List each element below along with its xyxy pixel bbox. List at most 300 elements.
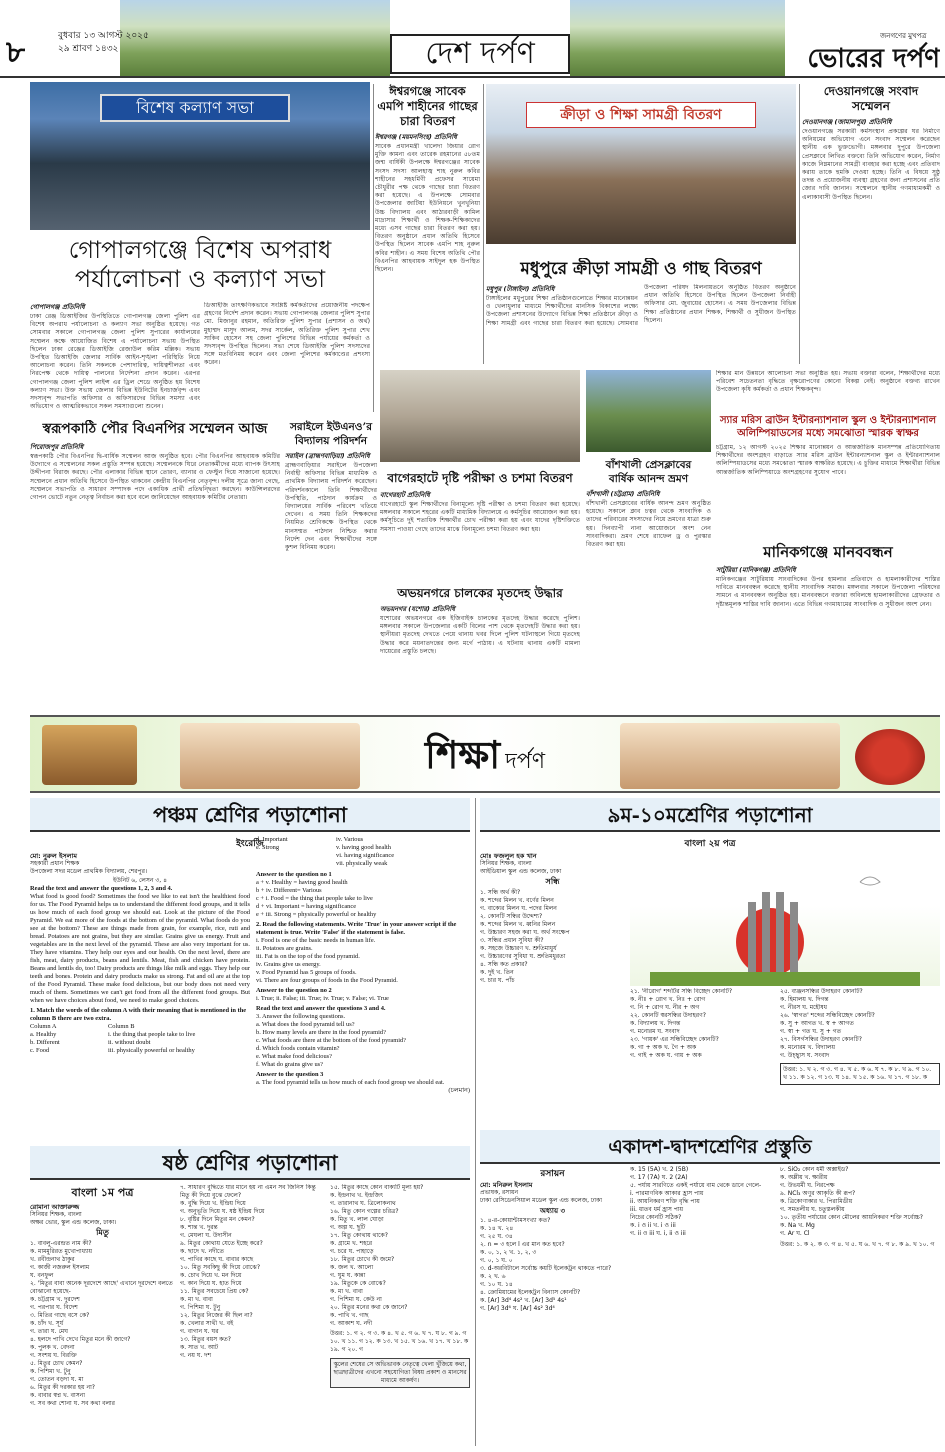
logo-tagline: জনগণের মুখপত্র [880, 32, 927, 40]
dewanganj-byline: দেওয়ানগঞ্জ (জামালপুর) প্রতিনিধি [802, 118, 892, 126]
class11-answers: উত্তর: ১. ক ২. ক ৩. গ ৪. খ ৫. ঘ ৬. খ ৭. গ ৮. ক ৯. খ ১০. গ [780, 1241, 935, 1248]
match-a-2: c. Food [30, 1047, 50, 1054]
students-graphic-left [180, 723, 360, 789]
mcq-line: ৬. মিতুর কী দরকার হয় না? [30, 1384, 95, 1391]
class5-ans1-item: a + v. Healthy = having good health [256, 879, 348, 886]
class11-col-1 [480, 1166, 625, 1446]
class11-subject: রসায়ন [540, 1169, 565, 1179]
mcq-line: ৪. হলদে পাখি দেখে মিতুর মনে কী জাগে? [30, 1336, 131, 1343]
swarupkathi-headline: স্বরূপকাঠি পৌর বিএনপির সম্মেলন আজ [42, 421, 268, 437]
class5-unit: ইউনিট ৬, লেসন ৩, ৪ [113, 877, 167, 884]
class11-header-box [480, 1130, 940, 1164]
mcq-line: ক. নীঃ + রোগ খ. নিঃ + রোগ [630, 996, 706, 1003]
class9-subject: বাংলা ২য় পত্র [684, 839, 736, 849]
chattogram-headline-line-2: অলিম্পিয়াডসের মধ্যে সমঝোতা স্মারক স্বাক্ষর [737, 428, 919, 439]
mcq-line: গ. বাগান ঘ. ঘর [180, 1328, 219, 1335]
mcq-line: নিচের কোনটি সঠিক? [630, 1214, 682, 1221]
sarail-headline-line-1: সরাইলে ইউএনও’র [290, 421, 372, 433]
mcq-line: ক. মা খ. বাবা [330, 1288, 363, 1295]
sapling-continued-body: শিক্ষার মান উন্নয়নে আলোচনা সভা অনুষ্ঠিত হয়। সভায় বক্তারা বলেন, শিক্ষার্থীদের মধ্যে পরিবেশ সচেতনতা বৃদ্ধিতে বৃক্ষরোপণের কোনো বিকল্প নেই। অনুষ্ঠানে বক্তব্য রাখেন উপজেলা কৃষি কর্মকর্তা ও প্রধান শিক্ষকবৃন্দ। [716, 370, 940, 394]
banshkhali-photo [586, 370, 711, 452]
class5-header-box [30, 798, 470, 832]
chattogram-body: চট্টগ্রাম, ১২ আগস্ট ২০২৫ শিক্ষার মানোন্নয়ন ও আন্তর্জাতিক মানসম্পন্ন প্রতিযোগিতায় শিক্ষার্থীদের অংশগ্রহণ বাড়াতে স্যার মরিস ব্রাউন ইন্টারন্যাশনাল স্কুল ও ইন্টারন্যাশনাল অলিম্পিয়াডসের মধ্যে সমঝোতা স্মারক স্বাক্ষরিত হয়েছে। এ চুক্তির মাধ্যমে শিক্ষার্থীরা বিভিন্ন আন্তর্জাতিক অলিম্পিয়াডে অংশগ্রহণের সুযোগ পাবে। [716, 444, 940, 476]
mcq-line: ১৩. মিতুর বয়স কত? [180, 1336, 231, 1343]
class5-q3-item: e. What make food delicious? [256, 1053, 333, 1060]
column-rule [799, 84, 800, 364]
class6-teacher-title: সিনিয়র শিক্ষক, বাংলা [30, 1211, 82, 1218]
swarupkathi-byline: পিরোজপুর প্রতিনিধি [30, 443, 84, 451]
class9-topic: সন্ধি [545, 877, 560, 886]
gopalganj-photo [30, 82, 370, 230]
mcq-line: ক. সাত খ. আট [180, 1344, 219, 1351]
match-b-5: vi. having significance [336, 852, 395, 859]
mcq-line: ৫. মিতুর চোখ কেমন? [30, 1360, 83, 1367]
gopalganj-headline-line-2: পর্যালোচনা ও কল্যাণ সভা [74, 265, 326, 293]
mcq-line: গ. ০, ১ ঘ. ০ [480, 1257, 513, 1264]
education-banner [30, 715, 940, 793]
manikganj-body: মানিকগঞ্জের সাটুরিয়ায় সাংবাদিকের উপর হামলার প্রতিবাদে ও হামলাকারীদের শাস্তির দাবিতে মানববন্ধন করেছে স্থানীয় সাংবাদিক সমাজ। মঙ্গলবার সকালে উপজেলা পরিষদের সামনে এ মানববন্ধন অনুষ্ঠিত হয়। মানববন্ধনে বক্তারা অবিলম্বে হামলাকারীদের গ্রেফতার ও দৃষ্টান্তমূলক শাস্তির দাবি জানান। এতে বিভিন্ন গণমাধ্যমের সাংবাদিক ও সুধীজন অংশ নেন। [716, 576, 940, 608]
mcq-line: গ. মনোরম ঘ. সংবাদ [630, 1028, 680, 1035]
match-b-3: iv. Various [336, 836, 364, 843]
mcq-line: ক. গ্রামে খ. শহরে [330, 1240, 373, 1247]
class11-teacher-title: প্রভাষক, রসায়ন [480, 1189, 519, 1196]
class5-ans1-item: b + iv. Different= Various [256, 887, 322, 894]
class5-col-a-head: Column A [30, 1023, 57, 1030]
banshkhali-headline-line-2: বার্ষিক আনন্দ ভ্রমণ [608, 473, 689, 485]
mcq-line: গ. আকাশ ঘ. নদী [330, 1320, 373, 1327]
mcq-line: গ. মেঘলা ঘ. উদাসীন [180, 1232, 232, 1239]
mcq-line: গ. কাজী নজরুল ইসলাম [30, 1264, 90, 1271]
class5-q3-item: c. What foods are there at the bottom of the food pyramid? [256, 1037, 407, 1044]
mcq-line: ২৩. 'গায়ক' এর সন্ধিবিচ্ছেদ কোনটি? [630, 1036, 719, 1043]
mcq-line: ক. দুই খ. তিন [480, 969, 514, 976]
class5-match-rows-left [30, 1031, 250, 1055]
banshkhali-body: বাঁশখালী প্রেসক্লাবের বার্ষিক আনন্দ ভ্রমণ অনুষ্ঠিত হয়েছে। সকালে ক্লাব চত্বর থেকে সাংবাদিক ও তাদের পরিবারের সদস্যদের নিয়ে ভ্রমণের যাত্রা শুরু হয়। দিনব্যাপী নানা আয়োজনে অংশ নেন সাংবাদিকরা। ভ্রমণ শেষে র‍্যাফেল ড্র ও পুরস্কার বিতরণ করা হয়। [586, 500, 711, 549]
mcq-line: গ. বাক্যের মিলন ঘ. পদের মিলন [480, 905, 557, 912]
match-b-4: v. having good health [336, 844, 391, 851]
mcq-line: ক. ১৪ খ. ২৪ [480, 1225, 514, 1232]
sarail-headline-line-2: বিদ্যালয় পরিদর্শন [294, 435, 368, 447]
mcq-line: ১০. তৃতীয় পর্যায়ের কোন মৌলের আয়নিকরণ শক্তি সর্বোচ্চ? [780, 1214, 923, 1221]
bagerhat-body: বাগেরহাটে স্কুল শিক্ষার্থীদের বিনামূল্যে দৃষ্টি পরীক্ষা ও চশমা বিতরণ করা হয়েছে। মঙ্গলবার সকালে শহরের একটি মাধ্যমিক বিদ্যালয়ে এ কর্মসূচির আয়োজন করা হয়। কর্মসূচিতে দুই শতাধিক শিক্ষার্থীর চোখ পরীক্ষা করা হয় এবং যাদের দৃষ্টিশক্তিতে সমস্যা পাওয়া গেছে তাদের মাঝে বিনামূল্যে চশমা বিতরণ করা হয়। [380, 501, 580, 533]
class11-teacher-name: মো: মনিরুল ইসলাম [480, 1181, 533, 1189]
mcq-line: গ. উভধর্মী ঘ. নিরপেক্ষ [780, 1182, 835, 1189]
madhupur-body: টাঙ্গাইলের মধুপুরের শিক্ষা প্রতিষ্ঠানগুলোতে শিক্ষার মানোন্নয়ন ও খেলাধুলার মাধ্যমে শিক্ষার্থীদের মানসিক বিকাশের লক্ষ্যে উপজেলা প্রশাসনের উদ্যোগে বিভিন্ন শিক্ষা প্রতিষ্ঠানে ক্রীড়া ও শিক্ষা সামগ্রী এবং গাছের চারা বিতরণ করা হয়েছে। সোমবার উপজেলা পরিষদ মিলনায়তনে অনুষ্ঠিত বিতরণ অনুষ্ঠানে প্রধান অতিথি হিসেবে উপস্থিত ছিলেন উপজেলা নির্বাহী অফিসার মো. জুবায়ের হোসেন। এ সময় উপজেলার বিভিন্ন শিক্ষা প্রতিষ্ঠানের প্রধান শিক্ষক, শিক্ষার্থী ও সুধীজন উপস্থিত ছিলেন। [486, 284, 796, 327]
mcq-line: ৮. বৃষ্টির দিনে মিতুর মন কেমন? [180, 1216, 255, 1223]
class5-q2-title: 2. Read the following statements. Write 'True' in your answer script if the statement is true. Write 'False' if the statement is false. [256, 921, 457, 936]
mcq-line: ১১. মিতুর সবচেয়ে প্রিয় কে? [180, 1288, 249, 1295]
apple-graphic [855, 729, 925, 785]
mcq-line: ৩. সন্ধির প্রধান সুবিধা কী? [480, 937, 544, 944]
class5-subject: ইংরেজি [236, 839, 264, 849]
class9-teacher-name: মোঃ ফজলুল হক খান [480, 852, 537, 860]
gopalganj-body-right: ডিআইজি তাৎক্ষণিকভাবে সংশ্লিষ্ট কর্মকর্তাদের প্রয়োজনীয় পদক্ষেপ গ্রহণের নির্দেশ প্রদান করেন। সভায় গোপালগঞ্জ জেলার পুলিশ সুপার মো. মিজানুর রহমান, অতিরিক্ত পুলিশ সুপার (প্রশাসন ও অর্থ) মুহাম্মদ মাসুদ আলম, সদর সার্কেল, অতিরিক্ত পুলিশ সুপার শেখ সাকিব হোসেন সহ জেলা পুলিশের বিভিন্ন পর্যায়ের কর্মকর্তা ও সদস্যবৃন্দ উপস্থিত ছিলেন। সভা শেষে ডিআইজি পুলিশ সদস্যদের সঙ্গে মতবিনিময় করেন এবং জেলা পুলিশের কর্মকাণ্ডের প্রশংসা করেন। [204, 302, 370, 367]
shaheen-story [375, 84, 480, 414]
books-graphic [42, 725, 137, 785]
mcq-line: ৮. SiO₂ কোন ধর্মী অক্সাইড? [780, 1166, 849, 1173]
class6-col-3 [330, 1184, 470, 1446]
mcq-line: ১০. মিতু সবকিছু কী দিয়ে বোঝে? [180, 1264, 261, 1271]
mcq-line: ৭. সাধারণ বুদ্ধিতে যার মানে হয় না এমন সব জিনিস কিন্তু মিতু কী দিয়ে বুঝে ফেলে? [180, 1184, 316, 1199]
mcq-line: ২২. কোনটি স্বরসন্ধির উদাহরণ? [630, 1012, 706, 1019]
mcq-line: গ. কান দিয়ে ঘ. হাত দিয়ে [180, 1280, 242, 1287]
mcq-line: গ. তারা ঘ. মেঘ [30, 1328, 68, 1335]
mcq-line: ক. খেলার সাথী খ. বই [180, 1320, 234, 1327]
bagerhat-headline: বাগেরহাটে দৃষ্টি পরীক্ষা ও চশমা বিতরণ [387, 471, 573, 485]
class5-q2-item: vi. There are four groups of foods in the Food Pyramid. [256, 977, 398, 984]
mcq-line: ২৭. বিসর্গসন্ধির উদাহরণ কোনটি? [780, 1036, 862, 1043]
mcq-line: ক. ত্রিকোণাকার খ. পিরামিডীয় [780, 1198, 853, 1205]
manikganj-headline: মানিকগঞ্জে মানববন্ধন [763, 543, 893, 561]
shaheen-headline-line-1: ঈশ্বরগঞ্জে সাবেক [389, 84, 466, 98]
mcq-line: ক. পাখি খ. গাছ [330, 1312, 369, 1319]
date-line [58, 30, 149, 56]
class5-teacher-school: উপজেলা সদর মডেল প্রাথমিক বিদ্যালয়, শেরপুর। [30, 868, 148, 875]
class11-col-3 [780, 1166, 940, 1446]
madhupur-photo [486, 84, 796, 244]
mcq-line: গ. উচ্চারণের সুবিধা ঘ. শ্রুতিমধুরতা [480, 953, 566, 960]
mcq-line: ৩. d-অরবিটালে সর্বোচ্চ কয়টি ইলেকট্রন থাকতে পারে? [480, 1265, 612, 1272]
mcq-line: ক. শব্দের মিলন খ. ধ্বনির মিলন [480, 921, 556, 928]
match-a-1: b. Different [30, 1039, 60, 1046]
class5-ans3: a. The food pyramid tells us how much of each food group we should eat. [256, 1079, 445, 1086]
abhaynagar-byline: অভয়নগর (যশোর) প্রতিনিধি [380, 605, 455, 613]
mcq-line: ১৫. মিতুর কাছে কোন বাক্যটি মূল্য হয়? [330, 1184, 424, 1191]
date-bengali: ২৯ শ্রাবণ ১৪৩২ [58, 44, 119, 54]
mcq-line: ঘ. বনফুল [30, 1272, 54, 1279]
mcq-line: ২. 'মিতুর বাবা অনেক দূরদেশে আছে' এখানে দূরদেশে বলতে বোঝানো হয়েছে- [30, 1280, 173, 1295]
mcq-line: গ. পাখির কাছে ঘ. বাবার কাছে [180, 1256, 254, 1263]
newspaper-logo: ভোরের দর্পণ [807, 44, 940, 74]
mcq-line: গ. অনুভূতি দিয়ে ঘ. ষষ্ঠ ইন্দ্রিয় দিয়ে [180, 1208, 265, 1215]
mcq-line: ৪. ক্রোমিয়ামের ইলেকট্রন বিন্যাস কোনটি? [480, 1289, 581, 1296]
mcq-line: ৫. পর্যায় সারণিতে একই পর্যায়ে বাম থেকে ডানে গেলে- [630, 1182, 762, 1189]
mcq-line: ১. সন্ধি অর্থ কী? [480, 889, 521, 896]
mcq-line: গ. পরপার ঘ. বিদেশ [30, 1304, 78, 1311]
mcq-line: ক. বিদ্যালয় খ. দিগন্ত [630, 1020, 681, 1027]
mcq-line: ক. ছাদে খ. নদীতে [180, 1248, 224, 1255]
gopalganj-headline-line-1: গোপালগঞ্জে বিশেষ অপরাধ [68, 236, 332, 264]
mcq-line: ক. ২ খ. ৬ [480, 1273, 506, 1280]
gopalganj-col-1 [30, 302, 200, 412]
class11-header: একাদশ-দ্বাদশশ্রেণির প্রস্তুতি [608, 1136, 812, 1158]
mcq-line: গ. উচ্চারণ সহজ করা ঘ. অর্থ সংক্ষেপ [480, 929, 570, 936]
gopalganj-body-left: ঢাকা রেঞ্জ ডিআইজির উপস্থিতিতে গোপালগঞ্জ জেলা পুলিশ এর বিশেষ অপরাধ পর্যালোচনা ও কল্যাণ সভা অনুষ্ঠিত হয়েছে। গত সোমবার সকালে গোপালগঞ্জ জেলা পুলিশ সুপারের কার্যালয়ের সম্মেলন কক্ষে আয়োজিত বিশেষ এ পর্যালোচনা সভায় উপস্থিত ছিলেন ঢাকা রেঞ্জের ডিআইজি রেজাউল করিম মল্লিক। সভায় উপস্থিত ডিআইজি জেলার সার্বিক আইন-শৃঙ্খলা পরিস্থিতি নিয়ে আলোচনা করেন। তিনি সকলকে পেশাদারিত্ব, দায়িত্বশীলতা এবং নিরপেক্ষ থেকে দায়িত্ব পালনের নির্দেশনা প্রদান করেন। এরপর গোপালগঞ্জ জেলা পুলিশ লাইন্স এর ড্রিল শেডে অনুষ্ঠিত হয় বিশেষ কল্যাণ সভা। উক্ত সভায় জেলার বিভিন্ন ইউনিটের ইনচার্জবৃন্দ এবং সদস্যবৃন্দ সভাপতি অফিসার ও অফিসারদের বিভিন্ন সমস্যা এবং অভিযোগ ও আত্মরিকভাবে সকল সমস্যাগুলো শুনেন। [30, 313, 200, 411]
class6-col-1 [30, 1184, 175, 1446]
sapling-continued [716, 370, 940, 410]
gopalganj-col-2 [204, 302, 370, 412]
swarupkathi-body-wrap [30, 442, 280, 710]
mcq-line: ক. [Ar] 3d⁴ 4s² খ. [Ar] 3d⁵ 4s¹ [480, 1297, 567, 1304]
mcq-line: গ. নয় ঘ. দশ [180, 1352, 211, 1359]
bagerhat-photo [380, 370, 580, 462]
madhupur-headline: মধুপুরে ক্রীড়া সামগ্রী ও গাছ বিতরণ [520, 259, 762, 279]
mcq-line: ক. বুদ্ধি দিয়ে খ. ইন্দ্রিয় দিয়ে [180, 1200, 246, 1207]
sarail-body: ব্রাহ্মণবাড়িয়ার সরাইলে উপজেলা নির্বাহী অফিসার বিভিন্ন মাধ্যমিক ও প্রাথমিক বিদ্যালয় পরিদর্শন করেছেন। পরিদর্শনকালে তিনি শিক্ষার্থীদের উপস্থিতি, পাঠদান কার্যক্রম ও বিদ্যালয়ের সার্বিক পরিবেশ খতিয়ে দেখেন। এ সময় তিনি শিক্ষকদের নিয়মিত শ্রেণিকক্ষে উপস্থিত থেকে মানসম্মত পাঠদান নিশ্চিত করার নির্দেশ দেন এবং শিক্ষার্থীদের সঙ্গে কুশল বিনিময় করেন। [285, 462, 377, 552]
mcq-line: ক. সহজে উচ্চারণ খ. শ্রুতিমাধুর্য [480, 945, 557, 952]
shaheen-headline [375, 84, 480, 129]
mcq-line: ক. i ও ii খ. i ও iii [630, 1222, 676, 1229]
class5-q2-item: i. Food is one of the basic needs in human life. [256, 937, 376, 944]
column-rule [483, 84, 484, 364]
section-title: দেশ দর্পণ [390, 34, 570, 74]
mcq-line: ক. শান্ত খ. দুরন্ত [180, 1224, 218, 1231]
mcq-line: ক. মামমুরিরত মুখোপাধ্যায় [30, 1248, 93, 1255]
students-graphic-right [620, 723, 840, 789]
minar-pillar [748, 902, 756, 978]
banshkhali-headline [586, 458, 711, 486]
class6-questions-col-2 [180, 1184, 325, 1360]
class5-ans2: i. True; ii. False; iii. True; iv. True; v. False; vi. True [256, 995, 389, 1002]
mcq-line: গ. চরে ঘ. পাহাড়ে [330, 1248, 374, 1255]
field-photo-left [120, 0, 390, 76]
mcq-line: ৩. মিতির গাছে বসে কে? [30, 1312, 90, 1319]
minar-pillar [762, 892, 770, 978]
class9-illustration [630, 852, 940, 986]
class6-teacher-name: রোমানা আক্তারুজ্জ [30, 1203, 80, 1211]
mcq-line: ক. ০, ১, ২ খ. ১, ২, ৩ [480, 1249, 537, 1256]
field-photo-right [570, 0, 785, 76]
class11-questions-col-2 [630, 1166, 775, 1238]
mcq-line: ৪. সন্ধি কত প্রকার? [480, 961, 528, 968]
mcq-line: ক. মনোরম খ. বিদ্যালয় [780, 1044, 836, 1051]
mcq-line: ক. মিতু খ. লাল ঘোড়া [330, 1216, 384, 1223]
class9-col-2 [630, 988, 775, 1122]
match-b-1: ii. without doubt [108, 1039, 151, 1046]
grass [650, 972, 920, 986]
class5-header: পঞ্চম শ্রেণির পড়াশোনা [153, 802, 347, 827]
abhaynagar-headline: অভয়নগরে চালকের মৃতদেহ উদ্ধার [397, 586, 563, 600]
mcq-line: গ. ii ও iii ঘ. i, ii ও iii [630, 1230, 686, 1237]
mcq-line: গ. চার ঘ. পাঁচ [480, 977, 515, 984]
bagerhat-body-wrap [380, 490, 580, 580]
class5-q3-item: d. Which foods contain vitamin? [256, 1045, 340, 1052]
madhupur-photo-title: ক্রীড়া ও শিক্ষা সামগ্রী বিতরণ [526, 102, 756, 128]
class9-col-1 [480, 852, 625, 1122]
class6-header: ষষ্ঠ শ্রেণির পড়াশোনা [162, 1150, 338, 1175]
shaheen-headline-line-3: চারা বিতরণ [400, 114, 455, 128]
mcq-line: ক. জল খ. আলো [330, 1264, 374, 1271]
class6-notice: স্কুলের শেষের সে অভিভাবক নেতৃত্বে খেলা খুঁজিয়ে কথা, ছাত্রছাত্রীদের এখনো সহযোগিতা বিষয় প্রকাশ ও মানসের মাধ্যমে আকর্ষণ। [330, 1358, 470, 1388]
mcq-line: ১২. মিতুর নিজের কী ছিল না? [180, 1312, 253, 1319]
class9-teacher-school: আইডিয়াল স্কুল এন্ড কলেজ, ঢাকা [480, 868, 562, 875]
class6-header-box [30, 1146, 470, 1180]
mcq-line: ১. বাবলু-এরন্দ্রত নাম কী? [30, 1240, 92, 1247]
education-title-bold: শিক্ষা [424, 732, 501, 777]
class6-questions-col-3 [330, 1184, 470, 1328]
mcq-line: ক. বাবার স্বপ্ন খ. বাসনা [30, 1392, 86, 1399]
mcq-line: গ. পিশিমা ঘ. কেউ না [330, 1296, 382, 1303]
bagerhat-byline: বাগেরহাট প্রতিনিধি [380, 491, 430, 499]
column-rule [373, 84, 374, 412]
match-a-0: a. Healthy [30, 1031, 57, 1038]
abhaynagar-body: যশোরের অভয়নগরে এক ইজিবাইক চালকের মৃতদেহ উদ্ধার করেছে পুলিশ। মঙ্গলবার সকালে উপজেলার একটি বিলের পাশ থেকে মৃতদেহটি উদ্ধার করা হয়। স্থানীয়রা মৃতদেহ দেখতে পেয়ে থানায় খবর দিলে পুলিশ ঘটনাস্থলে গিয়ে মৃতদেহ উদ্ধার করে ময়নাতদন্তের জন্য মর্গে পাঠায়। এ ঘটনায় থানায় একটি মামলা দায়েরের প্রস্তুতি চলছে। [380, 615, 580, 655]
class5-passage: What food is good food? Sometimes the food we like to eat isn't the healthiest food for us. The Food Pyramid helps us to understand the different food groups, and it tells us how much of each food group we should eat. Look at the picture of the Food Pyramid. We eat more of the foods at the bottom of the pyramid. What foods do you see at the bottom? These are things made from grain, for example, rice, ruti and bread. Potatoes are not grains, but they are similar. Grains give us energy. Fruit and vegetables are in the next level of the pyramid. These are also very important for us. They have vitamins. They help our eyes and our health. On the next level, there are fish, meat, dairy products, beans and lentils. Meat, fish and chicken have protein. Beans and lentils do, too! Dairy products are things like milk and eggs. They help our teeth and bones. Protein and dairy products make us strong. Fat and oil are at the top of the Food Pyramid. These make food delicious, but our body does not need very much of them. Sometimes we can't get food from all the different food groups. But when we have choices about food, we need to make good choices. [30, 893, 250, 1004]
class6-teacher-school: অক্ষর ভোর, স্কুল এন্ড কলেজ, ঢাকা। [30, 1219, 117, 1226]
mcq-line: ক. শব্দের মিলন খ. বর্ণের মিলন [480, 897, 554, 904]
minar-pillar [776, 892, 784, 978]
dewanganj-headline [802, 84, 940, 114]
mcq-line: ক. 15 (5A) খ. 2 (5B) [630, 1166, 689, 1173]
mcq-line: ক. মা খ. বাবা [180, 1296, 213, 1303]
class5-q2-item: iii. Fat is on the top of the food pyramid. [256, 953, 360, 960]
mcq-line: ক. Na খ. Mg [780, 1222, 815, 1229]
mcq-line: ৯. মিতুর কোথায় যেতে ইচ্ছে করে? [180, 1240, 263, 1247]
gopalganj-headline [30, 236, 370, 294]
mcq-line: ১৭. মিতু কোথায় থাকে? [330, 1232, 388, 1239]
mcq-line: ক. সু + আগত খ. স্ব + আগত [780, 1020, 854, 1027]
dewanganj-headline-line-2: সম্মেলন [852, 99, 890, 113]
mcq-line: ক. অম্লীয় খ. ক্ষারীয় [780, 1174, 828, 1181]
match-a-3: d. Important [256, 836, 288, 843]
mcq-line: ক. গা + অক খ. গৈ + অক [630, 1044, 697, 1051]
class5-continued: (চলমান) [448, 1087, 470, 1094]
dewanganj-story [802, 84, 940, 414]
class5-ans2-title: Answer to the question no 2 [256, 987, 332, 994]
mcq-line: ক. পুলক খ. বেদনা [30, 1344, 75, 1351]
mcq-line: গ. ঘুম ঘ. কান্না [330, 1272, 366, 1279]
mcq-line: গ. সমতলীয় ঘ. চতুস্তলকীয় [780, 1206, 845, 1213]
match-a-4: e. Strong [256, 844, 280, 851]
class9-answers: উত্তর: ১. খ ২. গ ৩. গ ৪. খ ৫. ক ৬. ঘ ৭. ক ৮. খ ৯. গ ১০. খ ১১. ক ১২. গ ১৩. ঘ ১৪. খ ১৫. ক ১৬. খ ১৭. গ ১৮. ক [780, 1063, 940, 1085]
class5-col-1 [30, 852, 250, 1142]
class9-questions-col-1 [480, 889, 625, 985]
shaheen-byline: ঈশ্বরগঞ্জ (ময়মনসিংহ) প্রতিনিধি [375, 133, 457, 141]
class5-col-2 [256, 836, 470, 1142]
class6-topic: মিতু [96, 1228, 109, 1237]
mcq-line: ২৫. ব্যঞ্জনসন্ধির উদাহরণ কোনটি? [780, 988, 863, 995]
mcq-line: ক. পিশিমা খ. টুনু [30, 1368, 71, 1375]
mcq-line: গ. সংশয় ঘ. বিরক্তি [30, 1352, 77, 1359]
mcq-line: গ. নি + রোগ ঘ. নীর + অগ [630, 1004, 700, 1011]
mcq-line: গ. ১০ ঘ. ১৪ [480, 1281, 513, 1288]
sarail-byline: সরাইল (ব্রাহ্মণবাড়িয়া) প্রতিনিধি [285, 452, 370, 460]
mcq-line: ১৮. মিতুর চোখে কী জমে? [330, 1256, 395, 1263]
bird-icon [860, 877, 880, 885]
manikganj-byline: সাটুরিয়া (মানিকগঞ্জ) প্রতিনিধি [716, 566, 796, 574]
shaheed-minar-illustration [630, 852, 940, 986]
dewanganj-body: দেওয়ানগঞ্জে সরকারী কর্মসংস্থান প্রকল্পের ঘর নির্মাণে অনিয়মের অভিযোগ এনে সংবাদ সম্মেলন করেছেন স্থানীয় এক ভুক্তভোগী। মঙ্গলবার দুপুরে উপজেলা প্রেসক্লাবে লিখিত বক্তব্যে তিনি অভিযোগ করেন, নির্মাণ কাজে নিম্নমানের সামগ্রী ব্যবহার করা হচ্ছে এবং প্রতিবাদ করায় তাকে হুমকি দেওয়া হচ্ছে। তিনি এ বিষয়ে সুষ্ঠু তদন্ত ও প্রয়োজনীয় ব্যবস্থা গ্রহণের জন্য প্রশাসনের প্রতি জোর দাবি জানান। সম্মেলনে স্থানীয় গণমাধ্যমকর্মী ও এলাকাবাসী উপস্থিত ছিলেন। [802, 128, 940, 201]
class11-questions-col-3 [780, 1166, 940, 1238]
class5-q2-item: iv. Grains give us energy. [256, 961, 321, 968]
match-b-0: i. the thing that people take to live [108, 1031, 196, 1038]
chattogram-headline-line-1: স্যার মরিস ব্রাউন ইন্টারন্যাশনাল স্কুল ও ইন্টারন্যাশনাল [719, 415, 937, 426]
gopalganj-byline: গোপালগঞ্জ প্রতিনিধি [30, 303, 85, 311]
class5-col-b-head: Column B [108, 1023, 135, 1030]
mcq-line: ১৯. মিতুকে কে বোঝে? [330, 1280, 386, 1287]
match-b-6: vii. physically weak [336, 860, 388, 867]
mcq-line: ক. ইন্দ্রনাথ খ. ইন্দ্রজিৎ [330, 1192, 384, 1199]
class5-ans1-item: c + i. Food = the thing that people take to live [256, 895, 373, 902]
mcq-line: ২. কোনটি সন্ধির উদ্দেশ্য? [480, 913, 543, 920]
mcq-line: ক. চোখ দিয়ে খ. মন দিয়ে [180, 1272, 242, 1279]
class6-questions-col-1 [30, 1240, 175, 1408]
mcq-line: ক. হিমালয় খ. দিগন্ত [780, 996, 829, 1003]
mcq-line: iii. ধাতব ধর্ম হ্রাস পায় [630, 1206, 684, 1213]
mcq-line: ক. চট্টগ্রাম খ. দুরদেশ [30, 1296, 80, 1303]
mcq-line: গ. স্বা + গত ঘ. সু + গত [780, 1028, 842, 1035]
photo-banner: বিশেষ কল্যাণ সভা [100, 94, 290, 122]
mcq-line: গ. [Ar] 3d⁶ ঘ. [Ar] 4s² 3d⁴ [480, 1305, 555, 1312]
shaheen-body: সাবেক প্রধানমন্ত্রী খালেদা জিয়ার রোগ মুক্তি কামনা এবং তারেক রহমানের ৫৮তম জন্ম বার্ষিকী উপলক্ষে ঈশ্বরগঞ্জের সাবেক সংসদ সদস্য আলহাজ্ব শাহ নুরুল কবির শাহীনের সহধর্মিণী প্রফেসর সায়েমা চৌধুরীর পক্ষ থেকে গাছের চারা বিতরণ করা হয়েছে। এ উপলক্ষে সোমবার উপজেলার জাটিয়া ইউনিয়নে খুনখুনিয়া উচ্চ বিদ্যালয় এবং আঠারবাড়ী কামিল মাদ্রাসার শিক্ষার্থী ও শিক্ষক-শিক্ষিকাদের মধ্যে এসব গাছের চারা বিতরণ করা হয়। বিতরণ অনুষ্ঠানে প্রধান অতিথি হিসেবে উপস্থিত ছিলেন সাবেক এমপি শাহ নুরুল কবির শাহীন। এ সময় বিশেষ অতিথি পৌর বিএনপির আহবায়ক সাইদুল হক উপস্থিত ছিলেন। [375, 143, 480, 274]
match-b-2: iii. physically powerful or healthy [108, 1047, 195, 1054]
mcq-line: গ. সব কথা শোনা ঘ. সব কথা বলার [30, 1400, 115, 1407]
mcq-line: ১. ৪-র-কোয়ান্টামসংখ্যা কত? [480, 1217, 551, 1224]
mcq-line: i. পারমাণবিক আকার হ্রাস পায় [630, 1190, 704, 1197]
education-title-light: দর্পণ [505, 749, 546, 774]
shaheen-headline-line-2: এমপি শাহীনের গাছের [377, 99, 478, 113]
class5-q3-title: Read the text and answer the questions 3 and 4. [256, 1005, 386, 1012]
class9-header-box [480, 798, 940, 832]
class11-teacher-school: ঢাকা রেসিডেনসিয়াল মডেল স্কুল এন্ড কলেজ, ঢাকা [480, 1197, 602, 1204]
class5-instruction: Read the text and answer the questions 1, 2, 3 and 4. [30, 885, 173, 892]
mcq-line: গ. অল্প ঘ. ছুটি [330, 1224, 366, 1231]
banshkhali-headline-line-1: বাঁশখালী প্রেসক্লাবের [605, 459, 692, 471]
minar-pillar [790, 902, 798, 978]
class5-q3-item: b. How many levels are there in the food pyramid? [256, 1029, 386, 1036]
class5-q3-item: f. What do grains give us? [256, 1061, 323, 1068]
class5-q1-title: 1. Match the words of the column A with their meaning that is mentioned in the column B there are two extra. [30, 1007, 247, 1022]
mcq-line: খ. রবীন্দ্রনাথ ঠাকুর [30, 1256, 75, 1263]
mcq-line: ২৬. 'স্বাগত' শব্দের সন্ধিবিচ্ছেদ কোনটি? [780, 1012, 875, 1019]
class9-header: ৯ম-১০মশ্রেণির পড়াশোনা [607, 803, 813, 827]
sarail-story [285, 420, 377, 710]
mcq-line: ১৬. মিতু কোন গল্পের চরিত্র? [330, 1208, 399, 1215]
mcq-line: গ. Ar ঘ. Cl [780, 1230, 810, 1237]
class5-ans3-title: Answer to the question 3 [256, 1071, 324, 1078]
masthead [0, 0, 945, 78]
class5-ans1-item: e + iii. Strong = physically powerful or healthy [256, 911, 377, 918]
class5-q2-item: ii. Potatoes are grains. [256, 945, 313, 952]
mcq-line: ক. চাঁদ খ. সূর্য [30, 1320, 64, 1327]
class6-answers: উত্তর: ১. গ ২. গ ৩. ক ৪. খ ৫. গ ৬. খ ৭. ঘ ৮. গ ৯. গ ১০. খ ১১. গ ১২. ক ১৩. খ ১৫. খ ১৬. খ ১৭. খ ১৮. ক ১৯. গ ২০. গ [330, 1330, 469, 1353]
mcq-line: ২১. 'নীরোগ' শব্দটির সন্ধি বিচ্ছেদ কোনটি? [630, 988, 733, 995]
class5-q3-item: a. What does the food pyramid tell us? [256, 1021, 355, 1028]
mcq-line: গ. 17 (7A) ঘ. 2 (2A) [630, 1174, 688, 1181]
class5-teacher-title: সহকারী প্রধান শিক্ষক [30, 860, 80, 867]
class6-subject: বাংলা ১ম পত্র [71, 1186, 134, 1199]
class11-questions-col-1 [480, 1217, 625, 1313]
mcq-line: গ. নীরস ঘ. মহৌষধ [780, 1004, 828, 1011]
madhupur-byline: মধুপুর (টাঙ্গাইল) প্রতিনিধি [486, 285, 555, 293]
class5-ans1-title: Answer to the question no 1 [256, 871, 332, 878]
class5-ans1-item: d + vi. Important = having significance [256, 903, 357, 910]
mcq-line: ii. আয়নিকরণ শক্তি বৃদ্ধি পায় [630, 1198, 700, 1205]
madhupur-body-wrap [486, 284, 796, 364]
mcq-line: গ. তারানাথ ঘ. ত্রিলোকনাথ [330, 1200, 396, 1207]
banshkhali-story [586, 458, 711, 710]
class5-teacher-name: মো: নুরুল ইসলাম [30, 852, 77, 860]
class11-topic: অধ্যায় ৩ [539, 1207, 566, 1215]
column-rule [475, 798, 476, 1446]
class9-col-3 [780, 988, 940, 1122]
swarupkathi-body: স্বরূপকাঠি পৌর বিএনপির দ্বি-বার্ষিক সম্মেলন আজ অনুষ্ঠিত হবে। পৌর বিএনপির আহবায়ক কমিটির উদ্যোগে এ সম্মেলনের সকল প্রস্তুতি সম্পন্ন হয়েছে। সম্মেলনকে ঘিরে নেতাকর্মীদের মধ্যে ব্যাপক উৎসাহ উদ্দীপনা বিরাজ করছে। পৌর এলাকার বিভিন্ন স্থানে তোরণ, ব্যানার ও ফেস্টুন দিয়ে সাজানো হয়েছে। সম্মেলনে প্রধান অতিথি হিসেবে উপস্থিত থাকবেন কেন্দ্রীয় বিএনপির নেতৃবৃন্দ। দলীয় সূত্রে জানা গেছে, সম্মেলনে সভাপতি ও সাধারণ সম্পাদক পদে একাধিক প্রার্থী প্রতিদ্বন্দ্বিতা করছেন। কাউন্সিলরদের গোপন ভোটে নতুন নেতৃত্ব নির্বাচন করা হবে বলে জানিয়েছেন আহবায়ক কমিটির নেতারা। [30, 453, 280, 502]
education-banner-title [370, 727, 600, 783]
page-number: ৮ [6, 35, 26, 70]
class5-match-rows-right [256, 836, 470, 868]
class5-q2-item: v. Food Pyramid has 5 groups of foods. [256, 969, 357, 976]
mcq-line: গ. পিশিমা ঘ. টুনু [180, 1304, 221, 1311]
mcq-line: গ. তোতন বড়দা ঘ. মা [30, 1376, 84, 1383]
mcq-line: গ. গাই + অক ঘ. গায় + অক [630, 1052, 702, 1059]
chattogram-headline [716, 414, 940, 440]
mcq-line: গ. উচ্ছ্বাস ঘ. সংবাদ [780, 1052, 830, 1059]
dewanganj-headline-line-1: দেওয়ানগঞ্জে সংবাদ [823, 84, 919, 98]
class9-questions-col-3 [780, 988, 940, 1060]
sarail-headline [285, 420, 377, 448]
mcq-line: ৯. NCl₃ অণুর আকৃতি কী রূপ? [780, 1190, 856, 1197]
abhaynagar-body-wrap [380, 604, 580, 710]
